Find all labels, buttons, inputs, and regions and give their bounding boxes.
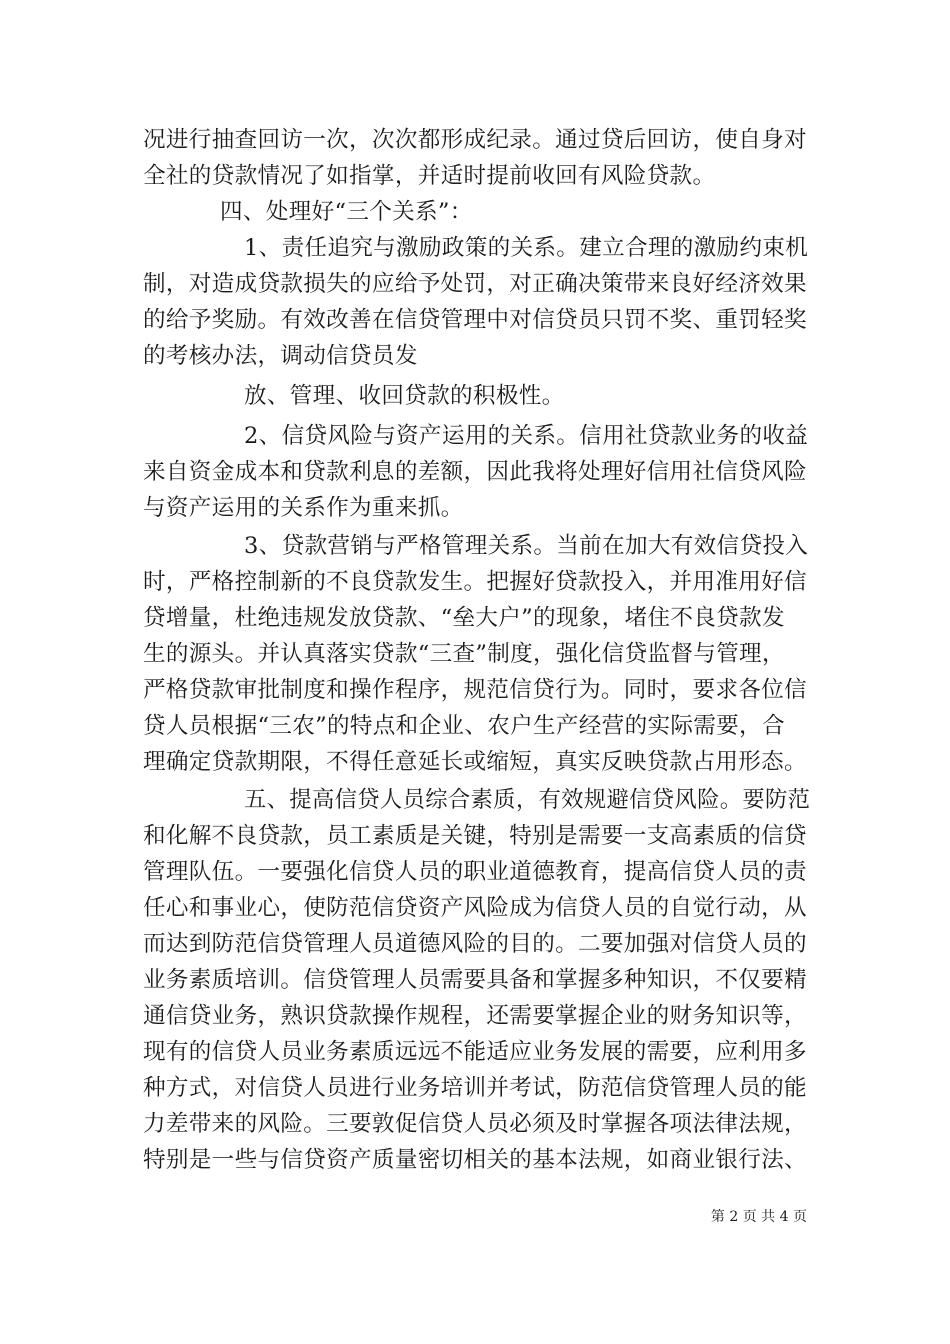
section-heading: 五、提高信贷人员综合素质，有效规避信贷风险。要防范: [244, 787, 811, 813]
text-line: 业务素质培训。信贷管理人员需要具备和掌握多种知识，不仅要精: [143, 967, 807, 993]
text-line: 时，严格控制新的不良贷款发生。把握好贷款投入，并用准用好信: [143, 569, 807, 595]
text-line: 2、信贷风险与资产运用的关系。信用社贷款业务的收益: [244, 423, 809, 449]
section-heading: 四、处理好“三个关系”：: [220, 199, 473, 225]
text-line: 3、贷款营销与严格管理关系。当前在加大有效信贷投入: [244, 533, 809, 559]
text-line: 制，对造成贷款损失的应给予处罚，对正确决策带来良好经济效果: [143, 271, 807, 297]
text-line: 的给予奖励。有效改善在信贷管理中对信贷员只罚不奖、重罚轻奖: [143, 307, 807, 333]
text-line: 与资产运用的关系作为重来抓。: [143, 495, 464, 521]
text-line: 力差带来的风险。三要敦促信贷人员必须及时掌握各项法律法规，: [143, 1111, 807, 1137]
text-line: 种方式，对信贷人员进行业务培训并考试，防范信贷管理人员的能: [143, 1075, 807, 1101]
text-line: 现有的信贷人员业务素质远远不能适应业务发展的需要，应利用多: [143, 1039, 807, 1065]
text-line: 来自资金成本和贷款利息的差额，因此我将处理好信用社信贷风险: [143, 459, 807, 485]
page-number-footer: 第 2 页 共 4 页: [710, 1209, 807, 1225]
text-line: 任心和事业心，使防范信贷资产风险成为信贷人员的自觉行动，从: [143, 895, 807, 921]
text-line: 通信贷业务，熟识贷款操作规程，还需要掌握企业的财务知识等，: [143, 1003, 807, 1029]
text-line: 而达到防范信贷管理人员道德风险的目的。二要加强对信贷人员的: [143, 931, 807, 957]
text-line: 贷人员根据“三农”的特点和企业、农户生产经营的实际需要，合: [143, 713, 785, 739]
text-line: 况进行抽查回访一次，次次都形成纪录。通过贷后回访，使自身对: [143, 127, 807, 153]
text-line: 生的源头。并认真落实贷款“三查”制度，强化信贷监督与管理，: [143, 641, 785, 667]
text-line: 全社的贷款情况了如指掌，并适时提前收回有风险贷款。: [143, 163, 716, 189]
text-line: 放、管理、收回贷款的积极性。: [244, 383, 565, 409]
text-line: 1、责任追究与激励政策的关系。建立合理的激励约束机: [244, 235, 809, 261]
text-line: 管理队伍。一要强化信贷人员的职业道德教育，提高信贷人员的责: [143, 859, 807, 885]
text-line: 贷增量，杜绝违规发放贷款、“垒大户”的现象，堵住不良贷款发: [143, 605, 785, 631]
text-line: 特别是一些与信贷资产质量密切相关的基本法规，如商业银行法、: [143, 1147, 807, 1173]
text-line: 严格贷款审批制度和操作程序，规范信贷行为。同时，要求各位信: [143, 677, 807, 703]
text-line: 和化解不良贷款，员工素质是关键，特别是需要一支高素质的信贷: [143, 823, 807, 849]
text-line: 的考核办法，调动信贷员发: [143, 343, 418, 369]
text-line: 理确定贷款期限，不得任意延长或缩短，真实反映贷款占用形态。: [143, 749, 807, 775]
